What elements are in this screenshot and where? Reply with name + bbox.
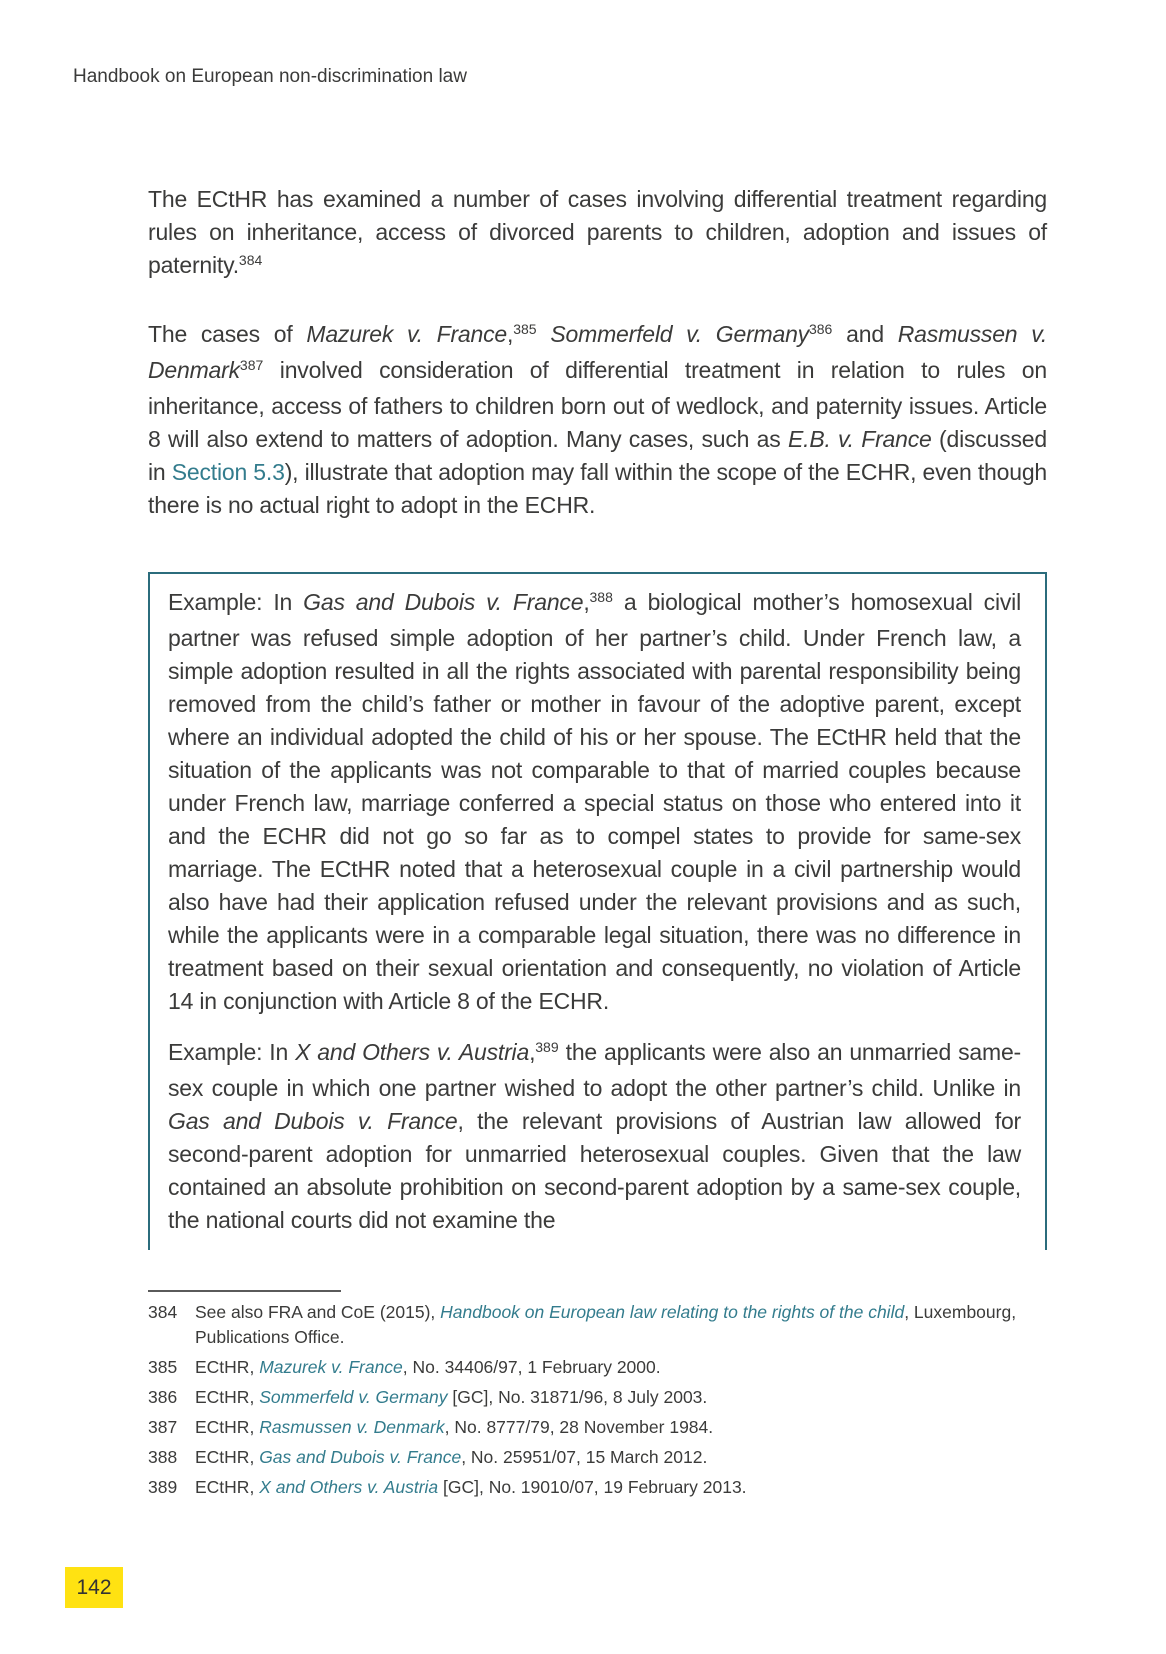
text-segment: , No. 25951/07, 15 March 2012.: [461, 1447, 708, 1467]
footnote: [148, 1445, 1047, 1470]
footnote-number: 384: [148, 1302, 178, 1322]
text-segment: See also FRA and CoE (2015),: [195, 1302, 441, 1322]
example-paragraph-2: [168, 1036, 1021, 1237]
text-segment: The cases of: [148, 321, 307, 347]
text-segment: Rasmussen v. Denmark: [148, 321, 1048, 383]
text-segment: , No. 8777/79, 28 November 1984.: [444, 1417, 714, 1437]
text-segment: Example: In: [168, 1039, 296, 1065]
text-segment: The ECtHR has examined a number of cases involving differential treatment regarding rules on inheritance, access of divorced parents to children, adoption and issues of paternity.: [148, 186, 1047, 278]
text-segment: ECtHR,: [195, 1447, 260, 1467]
text-segment: and: [832, 321, 898, 347]
footnote-text: [195, 1475, 1047, 1500]
text-link[interactable]: Rasmussen v. Denmark: [259, 1417, 445, 1437]
text-segment: ECtHR,: [195, 1357, 260, 1377]
text-segment: X and Others v. Austria: [295, 1039, 530, 1065]
text-segment: ), illustrate that adoption may fall within the scope of the ECHR, even though there is no actual right to adopt in the ECHR.: [148, 459, 1048, 518]
text-segment: ECtHR,: [195, 1387, 260, 1407]
footnote-separator: [148, 1290, 341, 1292]
text-segment: the applicants were also an unmarried same-sex couple in which one partner wished to adopt the other partner’s child. Unlike in: [168, 1039, 1022, 1101]
page-number-badge: [65, 1567, 123, 1608]
footnotes-list: [148, 1300, 1047, 1505]
body-paragraph-2: [148, 318, 1047, 522]
text-segment: E.B. v. France: [787, 426, 932, 452]
footnote-ref: 388: [589, 589, 613, 605]
text-segment: [GC], No. 19010/07, 19 February 2013.: [438, 1477, 747, 1497]
footnote-ref: 386: [808, 321, 833, 337]
text-segment: , No. 34406/97, 1 February 2000.: [402, 1357, 661, 1377]
footnote-text: [195, 1385, 1047, 1410]
text-segment: a biological mother’s homosexual civil partner was refused simple adoption of her partner’s child. Under French law, a simple adoption resulted in all the rights associated with parental responsibility being removed from the child’s father or mother in favour of the adoptive parent, except where an individual adopted the child of his or her spouse. The ECtHR held that the situation of the applicants was not comparable to that of married couples because under French law, marriage conferred a special status on those who entered into it and the ECHR did not go so far as to compel states to provide for same-sex marriage. The ECtHR noted that a heterosexual couple in a civil partnership would also have had their application refused under the relevant provisions and as such, while the applicants were in a comparable legal situation, there was no difference in treatment based on their sexual orientation and consequently, no violation of Article 14 in conjunction with Article 8 of the ECHR.: [168, 589, 1022, 1014]
footnote-number: 389: [148, 1477, 178, 1497]
text-segment: Gas and Dubois v. France: [303, 589, 584, 615]
footnote-ref: 385: [513, 321, 537, 337]
text-link[interactable]: Handbook on European law relating to the rights of the child: [440, 1302, 905, 1322]
text-segment: Sommerfeld v. Germany: [550, 321, 809, 347]
text-link[interactable]: Mazurek v. France: [259, 1357, 403, 1377]
text-segment: [537, 321, 551, 347]
text-segment: Mazurek v. France: [306, 321, 507, 347]
footnote-number: 387: [148, 1417, 178, 1437]
text-segment: Gas and Dubois v. France: [168, 1108, 458, 1134]
footnote-number: 385: [148, 1357, 178, 1377]
text-segment: , Luxembourg, Publications Office.: [195, 1302, 1017, 1347]
footnote: [148, 1300, 1047, 1350]
footnote-text: [195, 1415, 1047, 1440]
text-segment: ,: [583, 589, 590, 615]
footnote-number: 388: [148, 1447, 178, 1467]
body-paragraph-1: [148, 183, 1047, 285]
text-segment: ,: [506, 321, 514, 347]
text-segment: , the relevant provisions of Austrian law allowed for second-parent adoption for unmarried heterosexual couples. Given that the law contained an absolute prohibition on second-parent adoption by a same-sex couple, the national courts did not examine the: [168, 1108, 1021, 1233]
footnote-ref: 389: [535, 1039, 559, 1055]
footnote-ref: 387: [239, 357, 264, 373]
running-header: Handbook on European non-discrimination law: [73, 66, 467, 87]
footnote-text: [195, 1300, 1047, 1350]
text-segment: involved consideration of differential treatment in relation to rules on inheritance, access of fathers to children born out of wedlock, and paternity issues. Article 8 will also extend to matters of adoption. Many cases, such as: [148, 357, 1047, 452]
footnote-text: [195, 1445, 1047, 1470]
footnote: [148, 1385, 1047, 1410]
text-segment: Example: In: [168, 589, 304, 615]
footnote-ref: 384: [238, 252, 263, 268]
example-box: [148, 572, 1047, 1250]
page-content: [148, 183, 1047, 1250]
footnote: [148, 1475, 1047, 1500]
text-segment: [GC], No. 31871/96, 8 July 2003.: [447, 1387, 708, 1407]
footnote: [148, 1415, 1047, 1440]
text-link[interactable]: X and Others v. Austria: [259, 1477, 439, 1497]
text-segment: ECtHR,: [195, 1477, 260, 1497]
footnote: [148, 1355, 1047, 1380]
footnote-number: 386: [148, 1387, 178, 1407]
text-link[interactable]: Section 5.3: [171, 459, 285, 485]
footnote-text: [195, 1355, 1047, 1380]
text-link[interactable]: Sommerfeld v. Germany: [259, 1387, 448, 1407]
page-number: 142: [76, 1575, 112, 1599]
text-segment: ECtHR,: [195, 1417, 260, 1437]
text-segment: ,: [529, 1039, 536, 1065]
text-link[interactable]: Gas and Dubois v. France: [259, 1447, 462, 1467]
example-paragraph-1: [168, 586, 1021, 1018]
text-segment: (discussed in: [148, 426, 1047, 485]
